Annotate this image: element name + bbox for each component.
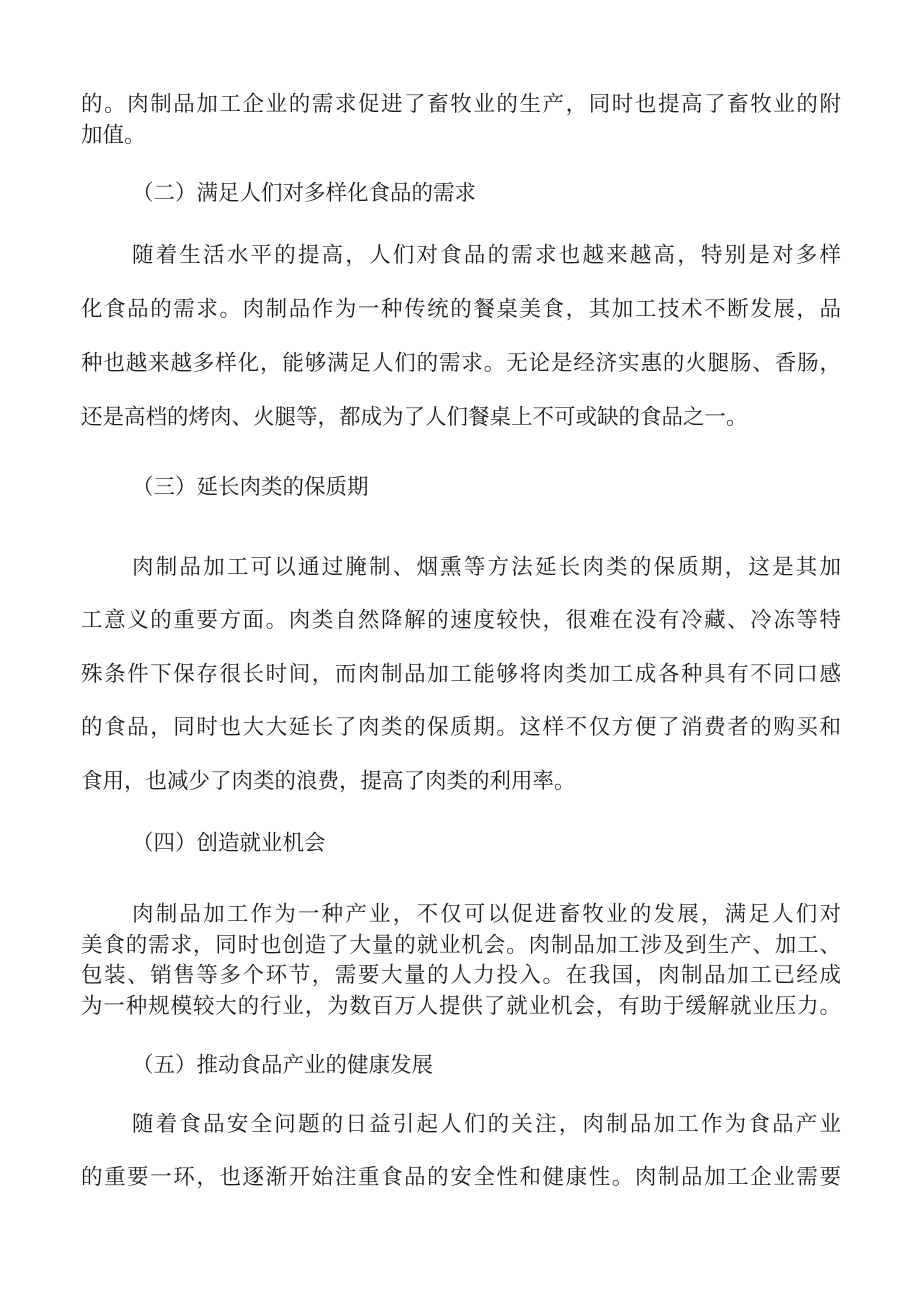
section-heading: （三）延长肉类的保质期 [132, 475, 369, 500]
paragraph-line: 加值。 [81, 123, 146, 148]
paragraph-line: 的食品，同时也大大延长了肉类的保质期。这样不仅方便了消费者的购买和 [81, 715, 841, 740]
paragraph-line: 肉制品加工作为一种产业，不仅可以促进畜牧业的发展，满足人们对 [132, 902, 841, 927]
paragraph-line: 种也越来越多样化，能够满足人们的需求。无论是经济实惠的火腿肠、香肠， [81, 351, 841, 376]
section-heading: （五）推动食品产业的健康发展 [132, 1053, 434, 1078]
section-heading: （二）满足人们对多样化食品的需求 [132, 181, 477, 206]
paragraph-line: 为一种规模较大的行业，为数百万人提供了就业机会，有助于缓解就业压力。 [81, 994, 841, 1019]
paragraph-line: 殊条件下保存很长时间，而肉制品加工能够将肉类加工成各种具有不同口感 [81, 662, 841, 687]
paragraph-line: 的重要一环，也逐渐开始注重食品的安全性和健康性。肉制品加工企业需要 [81, 1165, 841, 1190]
paragraph-line: 的。肉制品加工企业的需求促进了畜牧业的生产，同时也提高了畜牧业的附 [81, 92, 841, 117]
paragraph-line: 食用，也减少了肉类的浪费，提高了肉类的利用率。 [81, 769, 576, 794]
paragraph-line: 化食品的需求。肉制品作为一种传统的餐桌美食，其加工技术不断发展，品 [81, 297, 841, 322]
paragraph-line: 随着食品安全问题的日益引起人们的关注，肉制品加工作为食品产业 [132, 1112, 841, 1137]
paragraph-line: 美食的需求，同时也创造了大量的就业机会。肉制品加工涉及到生产、加工、 [81, 933, 841, 958]
paragraph-line: 随着生活水平的提高，人们对食品的需求也越来越高，特别是对多样 [132, 243, 841, 268]
paragraph-line: 肉制品加工可以通过腌制、烟熏等方法延长肉类的保质期，这是其加 [132, 555, 841, 580]
paragraph-line: 工意义的重要方面。肉类自然降解的速度较快，很难在没有冷藏、冷冻等特 [81, 608, 841, 633]
paragraph-line: 还是高档的烤肉、火腿等，都成为了人们餐桌上不可或缺的食品之一。 [81, 405, 748, 430]
section-heading: （四）创造就业机会 [132, 831, 326, 856]
paragraph-line: 包装、销售等多个环节，需要大量的人力投入。在我国，肉制品加工已经成 [81, 963, 841, 988]
